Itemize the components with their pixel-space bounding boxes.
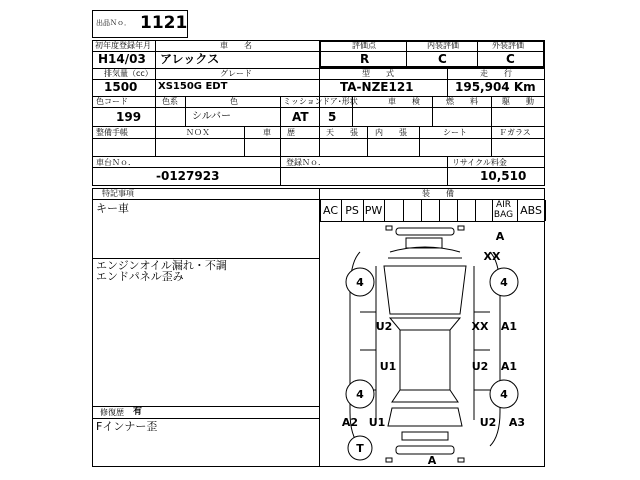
grade-value: XS150G EDT [158,81,228,92]
car-name-value: アレックス [160,52,220,66]
car-name-header: 車 名 [220,41,252,50]
tyre-fr-value: 4 [500,276,508,289]
model-value: TA-NZE121 [340,80,414,94]
interior-header: 内装評価 [427,41,459,50]
regno-header: 登録Ｎｏ． [286,158,326,167]
mission-value: AT [292,110,309,124]
fuel-header: 燃 料 [446,97,478,106]
mark-door-right-rear-b: A1 [500,360,518,373]
sunroof-header: 天 張 [326,128,358,137]
spare-tyre-value: T [356,442,364,455]
repair-note: Fインナー歪 [96,420,158,433]
equipment-item-2: PW [364,204,383,217]
equipment-header: 装 備 [422,189,454,198]
lot-number: 1121 [140,13,188,33]
tyre-rr-value: 4 [500,388,508,401]
recycle-value: 10,510 [480,169,527,183]
equipment-item-1: PS [345,204,359,217]
damage-diagram [320,222,544,466]
tyre-fl-value: 4 [356,276,364,289]
mission-header: ミッション [283,97,323,106]
color-header: 色 [230,97,238,106]
seat-header: シート [443,128,467,137]
glass-header: Ｆガラス [499,128,531,137]
doors-header: ドア･形状 [322,97,358,106]
remark-panel: エンドパネル歪み [96,270,184,283]
rating-header: 評価点 [352,41,376,50]
recycle-header: リサイクル料金 [452,158,507,167]
displacement-header: 排気量（cc） [104,69,153,78]
remarks-header: 特記事項 [102,189,134,198]
first-reg-header: 初年度登録年月 [95,41,151,50]
color-code-value: 199 [116,110,142,124]
model-header: 型 式 [362,69,394,78]
rating-value: R [360,52,370,66]
interior-trim-header: 内 張 [375,128,407,137]
equipment-item-8: AIR BAG [493,200,514,220]
manual-header: 整備手帳 [96,128,128,137]
tyre-rl-value: 4 [356,388,364,401]
repair-header: 修復歴 [100,408,124,417]
first-reg-value: H14/03 [98,52,146,66]
mark-door-left-front: U2 [375,320,393,333]
exterior-value: C [506,52,515,66]
mark-door-right-front-a: XX [471,320,489,333]
mark-rear-left-a: A2 [341,416,359,429]
mark-door-right-rear-a: U2 [471,360,489,373]
chassis-header: 車台Ｎｏ． [96,158,136,167]
history-header: 車 歴 [263,128,295,137]
mark-rear-right-a: U2 [479,416,497,429]
remark-key: キー車 [96,202,129,215]
mileage-header: 走 行 [480,69,512,78]
mark-door-right-front-b: A1 [500,320,518,333]
interior-value: C [438,52,447,66]
drive-header: 駆 動 [502,97,534,106]
mark-rear-left-b: U1 [368,416,386,429]
grade-header: グレード [220,69,252,78]
nox-header: ＮＯＸ [186,128,210,137]
chassis-value: -0127923 [156,169,220,183]
color-family-header: 色系 [162,97,178,106]
mark-door-left-rear: U1 [379,360,397,373]
remark-oil: エンジンオイル漏れ・不調 [96,259,227,272]
displacement-value: 1500 [104,80,138,94]
mark-rear-right-b: A3 [508,416,526,429]
doors-value: 5 [328,110,337,124]
exterior-header: 外装評価 [492,41,524,50]
mark-bottom-rear: A [427,454,437,466]
equipment-item-9: ABS [520,204,542,217]
color-value: シルバー [192,111,232,122]
mileage-value: 195,904 Km [455,80,536,94]
mark-top-front: A [495,230,505,243]
equipment-item-0: AC [322,204,338,217]
color-code-header: 色コード [96,97,128,106]
lot-number-label: 出品Ｎｏ． [96,19,131,27]
mark-front-right: XX [483,250,501,263]
vehicle-header: 車 検 [388,97,420,106]
repair-value: 有 [133,407,143,417]
